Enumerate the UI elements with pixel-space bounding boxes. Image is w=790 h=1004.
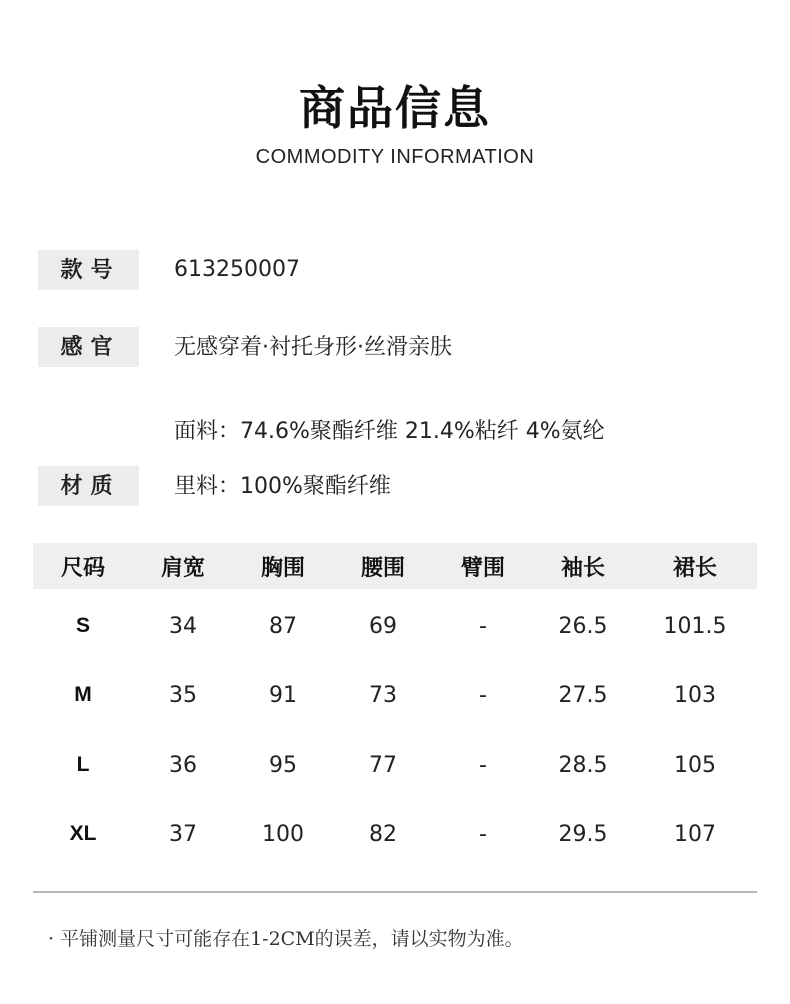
header-length: 裙长 xyxy=(672,554,717,581)
size-table xyxy=(33,543,757,847)
table-row xyxy=(33,675,757,715)
style-no-value: 613250007 xyxy=(174,257,300,282)
waist-cell: 73 xyxy=(369,682,397,708)
waist-cell: 69 xyxy=(369,613,397,639)
chest-cell: 100 xyxy=(262,821,304,847)
arm-cell: - xyxy=(479,821,487,847)
length-cell: 105 xyxy=(674,752,716,778)
feel-label: 感官 xyxy=(38,327,139,367)
header-chest: 胸围 xyxy=(260,554,305,581)
lining-value: 里料：100%聚酯纤维 xyxy=(174,474,391,499)
chest-cell: 95 xyxy=(269,752,297,778)
size-cell: S xyxy=(75,614,90,637)
header-size: 尺码 xyxy=(60,554,105,581)
size-table-header xyxy=(33,543,757,589)
divider xyxy=(33,891,757,893)
size-cell: M xyxy=(74,683,92,706)
sleeve-cell: 28.5 xyxy=(558,752,608,778)
header-sleeve: 袖长 xyxy=(560,554,605,581)
size-cell: L xyxy=(76,753,90,776)
shoulder-cell: 35 xyxy=(169,682,197,708)
arm-cell: - xyxy=(479,752,487,778)
length-cell: 101.5 xyxy=(663,613,727,639)
arm-cell: - xyxy=(479,682,487,708)
sleeve-cell: 29.5 xyxy=(558,821,608,847)
arm-cell: - xyxy=(479,613,487,639)
shoulder-cell: 36 xyxy=(169,752,197,778)
waist-cell: 77 xyxy=(369,752,397,778)
length-cell: 107 xyxy=(674,821,716,847)
feel-value: 无感穿着·衬托身形·丝滑亲肤 xyxy=(174,335,452,360)
size-cell: XL xyxy=(69,822,97,845)
header-arm: 臂围 xyxy=(460,554,505,581)
material-label: 材质 xyxy=(38,466,139,506)
page-subtitle: COMMODITY INFORMATION xyxy=(255,146,535,168)
fabric-value: 面料：74.6%聚酯纤维 21.4%粘纤 4%氨纶 xyxy=(174,419,605,444)
waist-cell: 82 xyxy=(369,821,397,847)
shoulder-cell: 34 xyxy=(169,613,197,639)
page-title: 商品信息 xyxy=(299,81,491,135)
shoulder-cell: 37 xyxy=(169,821,197,847)
header-waist: 腰围 xyxy=(360,554,405,581)
sleeve-cell: 27.5 xyxy=(558,682,608,708)
header-shoulder: 肩宽 xyxy=(160,554,205,581)
table-row xyxy=(33,745,757,785)
table-row xyxy=(33,814,757,854)
table-row xyxy=(33,606,757,646)
sleeve-cell: 26.5 xyxy=(558,613,608,639)
style-no-label: 款号 xyxy=(38,250,139,290)
measurement-note: · 平铺测量尺寸可能存在1-2CM的误差，请以实物为准。 xyxy=(48,928,524,950)
length-cell: 103 xyxy=(674,682,716,708)
chest-cell: 87 xyxy=(269,613,297,639)
chest-cell: 91 xyxy=(269,682,297,708)
